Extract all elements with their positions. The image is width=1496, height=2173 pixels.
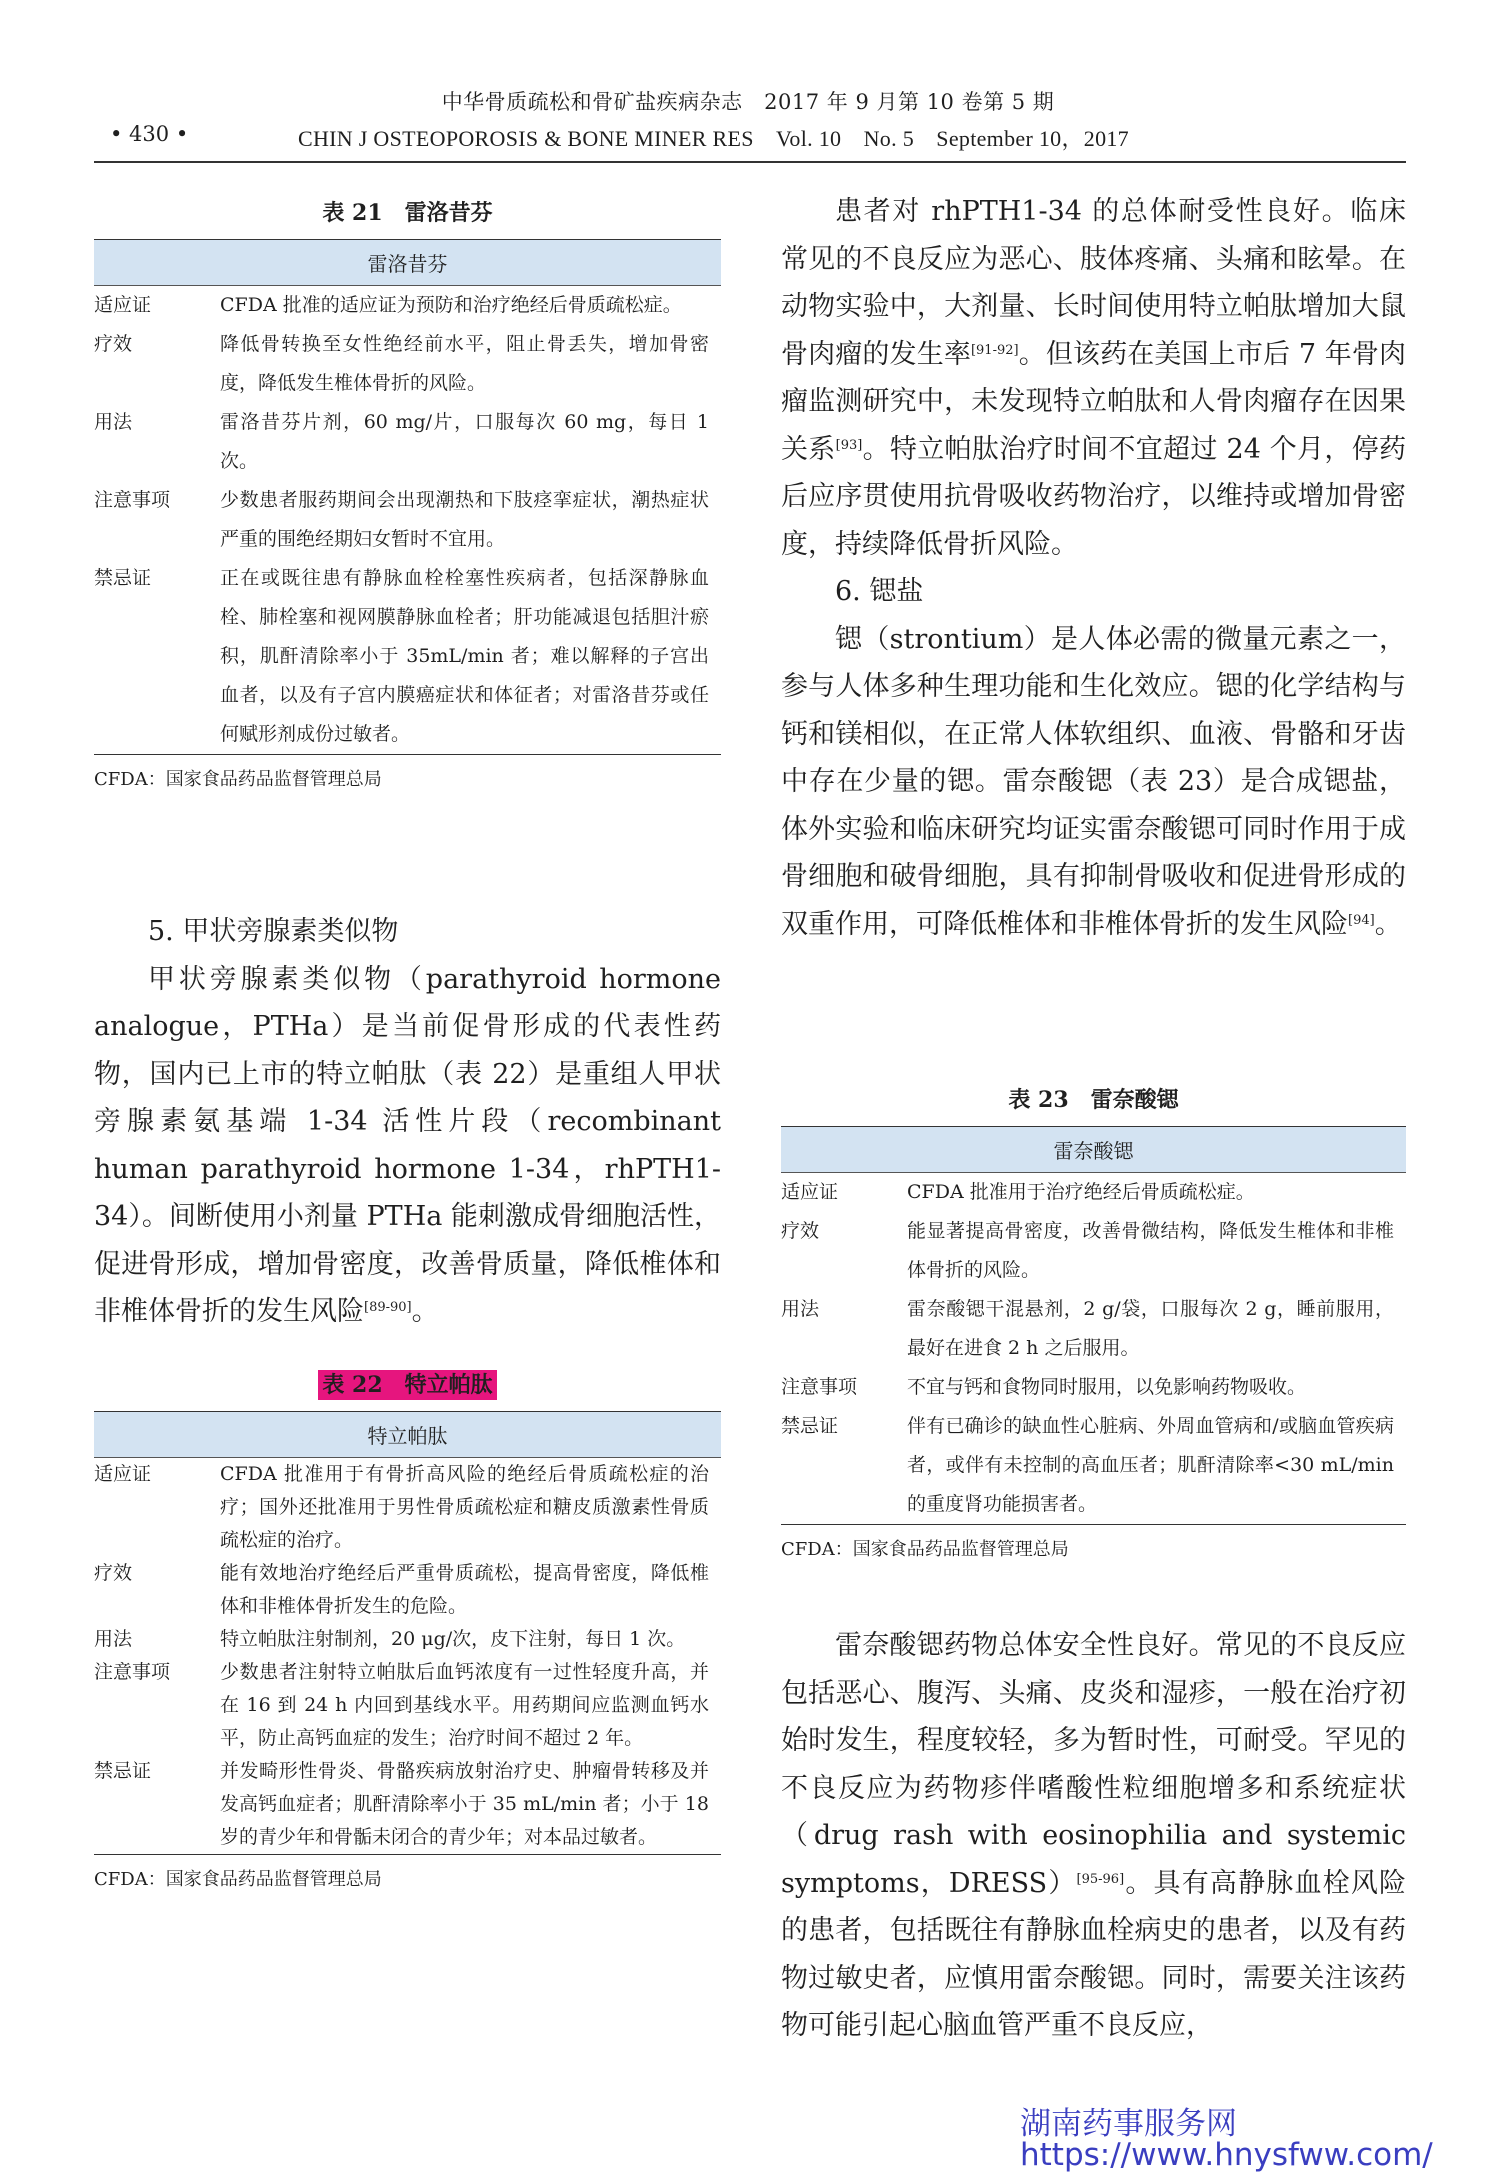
citation: [94]: [1348, 912, 1375, 928]
paragraph-text: 雷奈酸锶药物总体安全性良好。常见的不良反应包括恶心、腹泻、头痛、皮炎和湿疹，一般在治疗初始时发生，程度较轻，多为暂时性，可耐受。罕见的不良反应为药物疹伴嗜酸性粒细胞增多和系统症状（drug rash with eosinophilia and systemic symptoms，DRESS）: [781, 1630, 1406, 1899]
watermark-url-link[interactable]: https://www.hnysfww.com/: [1020, 2137, 1433, 2173]
section-6-heading: 6. 锶盐: [835, 576, 924, 607]
row-value: 能有效地治疗绝经后严重骨质疏松，提高骨密度，降低椎体和非椎体骨折发生的危险。: [220, 1562, 709, 1617]
table-row: [94, 325, 721, 403]
paragraph-end: 。: [1374, 908, 1402, 940]
right-text-top: [781, 188, 1406, 948]
table-22-note: CFDA：国家食品药品监督管理总局: [94, 1869, 382, 1890]
citation: [89-90]: [364, 1300, 412, 1315]
row-value: 少数患者注射特立帕肽后血钙浓度有一过性轻度升高，并在 16 到 24 h 内回到基线水平。用药期间应监测血钙水平，防止高钙血症的发生；治疗时间不超过 2 年。: [220, 1661, 709, 1749]
table-22-title: [94, 1368, 721, 1399]
row-value: 少数患者服药期间会出现潮热和下肢痉挛症状，潮热症状严重的围绝经期妇女暂时不宜用。: [220, 489, 709, 550]
table-23-head: 雷奈酸锶: [781, 1127, 1406, 1173]
row-key: 注意事项: [94, 1661, 171, 1683]
table-23-note: CFDA：国家食品药品监督管理总局: [781, 1539, 1069, 1560]
table-row: [94, 1656, 721, 1755]
table-row: [94, 1623, 721, 1656]
table-22-head: 特立帕肽: [94, 1412, 721, 1458]
row-value: 不宜与钙和食物同时服用，以免影响药物吸收。: [907, 1376, 1307, 1398]
table-row: [781, 1407, 1406, 1524]
table-23: [781, 1083, 1406, 1561]
section-5-paragraph: [94, 956, 721, 1336]
row-value: 伴有已确诊的缺血性心脏病、外周血管病和/或脑血管疾病者，或伴有未控制的高血压者；肌酐清除率<30 mL/min 的重度肾功能损害者。: [907, 1415, 1394, 1515]
strontium-paragraph: [781, 616, 1406, 949]
row-value: 降低骨转换至女性绝经前水平，阻止骨丢失，增加骨密度，降低发生椎体骨折的风险。: [220, 333, 709, 394]
tolerance-paragraph: [781, 188, 1406, 568]
table-row: [94, 559, 721, 754]
table-22-body: [94, 1411, 721, 1855]
row-value: 特立帕肽注射制剂，20 μg/次，皮下注射，每日 1 次。: [220, 1628, 686, 1650]
safety-paragraph: [781, 1622, 1406, 2050]
row-key: 用法: [94, 411, 133, 433]
row-key: 疗效: [781, 1220, 820, 1242]
journal-header-en: CHIN J OSTEOPOROSIS & BONE MINER RES Vol. 10 No. 5 September 10，2017: [298, 126, 1129, 151]
row-key: 禁忌证: [94, 1760, 152, 1782]
table-row: [781, 1368, 1406, 1407]
citation: [93]: [835, 437, 863, 453]
section-5-heading: 5. 甲状旁腺素类似物: [148, 916, 399, 947]
row-key: 适应证: [94, 1463, 152, 1485]
paragraph-end: 。: [411, 1296, 439, 1327]
header-rule: [94, 161, 1406, 163]
table-row: [94, 403, 721, 481]
row-value: CFDA 批准用于有骨折高风险的绝经后骨质疏松症的治疗；国外还批准用于男性骨质疏松症和糖皮质激素性骨质疏松症的治疗。: [220, 1463, 709, 1551]
row-value: 雷奈酸锶干混悬剂，2 g/袋，口服每次 2 g，睡前服用，最好在进食 2 h 之后服用。: [907, 1298, 1394, 1359]
table-23-title: 表 23 雷奈酸锶: [1008, 1087, 1179, 1113]
table-21-head: 雷洛昔芬: [94, 240, 721, 286]
table-row: [94, 1557, 721, 1623]
table-22-title-text: 表 22 特立帕肽: [318, 1370, 496, 1400]
table-row: [94, 286, 721, 325]
paragraph-text: 。但该药在美国上市后 7 年骨肉瘤监测研究中，未发现特立帕肽和人骨肉瘤存在因果关系: [781, 338, 1407, 465]
table-row: [781, 1173, 1406, 1212]
row-key: 疗效: [94, 1562, 133, 1584]
right-text-bottom: [781, 1622, 1406, 2050]
table-23-body: [781, 1126, 1406, 1525]
row-key: 禁忌证: [781, 1415, 839, 1437]
row-value: CFDA 批准的适应证为预防和治疗绝经后骨质疏松症。: [220, 294, 682, 316]
page-number: • 430 •: [110, 122, 189, 146]
row-key: 注意事项: [781, 1376, 858, 1398]
table-21-title: 表 21 雷洛昔芬: [322, 200, 493, 226]
section-5: [94, 908, 721, 1336]
paragraph-text: 患者对 rhPTH1-34 的总体耐受性良好。临床常见的不良反应为恶心、肢体疼痛、头痛和眩晕。在动物实验中，大剂量、长时间使用特立帕肽增加大鼠骨肉瘤的发生率: [781, 196, 1406, 370]
row-key: 适应证: [94, 294, 152, 316]
table-row: [94, 1755, 721, 1854]
paragraph-text: 。具有高静脉血栓风险的患者，包括既往有静脉血栓病史的患者，以及有药物过敏史者，应慎用雷奈酸锶。同时，需要关注该药物可能引起心脑血管严重不良反应，: [781, 1867, 1407, 2041]
row-value: 并发畸形性骨炎、骨骼疾病放射治疗史、肿瘤骨转移及并发高钙血症者；肌酐清除率小于 35 mL/min 者；小于 18 岁的青少年和骨骺未闭合的青少年；对本品过敏者。: [220, 1760, 709, 1848]
row-value: CFDA 批准用于治疗绝经后骨质疏松症。: [907, 1181, 1255, 1203]
table-row: [94, 481, 721, 559]
row-value: 正在或既往患有静脉血栓栓塞性疾病者，包括深静脉血栓、肺栓塞和视网膜静脉血栓者；肝功能减退包括胆汁瘀积，肌酐清除率小于 35mL/min 者；难以解释的子宫出血者，以及有子宫内膜癌症状和体征者；对雷洛昔芬或任何赋形剂成份过敏者。: [220, 567, 709, 745]
table-21-body: [94, 239, 721, 755]
row-value: 能显著提高骨密度，改善骨微结构，降低发生椎体和非椎体骨折的风险。: [907, 1220, 1394, 1281]
row-key: 用法: [781, 1298, 820, 1320]
table-row: [781, 1212, 1406, 1290]
row-key: 注意事项: [94, 489, 171, 511]
paragraph-text: 甲状旁腺素类似物（parathyroid hormone analogue，PTHa）是当前促骨形成的代表性药物，国内已上市的特立帕肽（表 22）是重组人甲状旁腺素氨基端 1-34 活性片段（recombinant human parathyroid hormone 1-34，rhPTH1-34）。间断使用小剂量 PTHa 能刺激成骨细胞活性，促进骨形成，增加骨密度，改善骨质量，降低椎体和非椎体骨折的发生风险: [94, 963, 721, 1327]
citation: [95-96]: [1076, 1871, 1125, 1887]
table-21: [94, 196, 721, 791]
citation: [91-92]: [970, 342, 1019, 358]
row-value: 雷洛昔芬片剂，60 mg/片，口服每次 60 mg，每日 1 次。: [220, 411, 709, 472]
table-row: [781, 1290, 1406, 1368]
table-row: [94, 1458, 721, 1557]
watermark-site-name: 湖南药事服务网: [1020, 2106, 1237, 2142]
row-key: 疗效: [94, 333, 133, 355]
table-22: [94, 1368, 721, 1891]
journal-header-cn: 中华骨质疏松和骨矿盐疾病杂志 2017 年 9 月第 10 卷第 5 期: [441, 90, 1055, 114]
row-key: 适应证: [781, 1181, 839, 1203]
paragraph-text: 。特立帕肽治疗时间不宜超过 24 个月，停药后应序贯使用抗骨吸收药物治疗，以维持或增加骨密度，持续降低骨折风险。: [781, 433, 1406, 560]
paragraph-text: 锶（strontium）是人体必需的微量元素之一，参与人体多种生理功能和生化效应。锶的化学结构与钙和镁相似，在正常人体软组织、血液、骨骼和牙齿中存在少量的锶。雷奈酸锶（表 23）是合成锶盐，体外实验和临床研究均证实雷奈酸锶可同时作用于成骨细胞和破骨细胞，具有抑制骨吸收和促进骨形成的双重作用，可降低椎体和非椎体骨折的发生风险: [781, 623, 1406, 940]
row-key: 禁忌证: [94, 567, 152, 589]
table-21-note: CFDA：国家食品药品监督管理总局: [94, 769, 382, 790]
row-key: 用法: [94, 1628, 133, 1650]
